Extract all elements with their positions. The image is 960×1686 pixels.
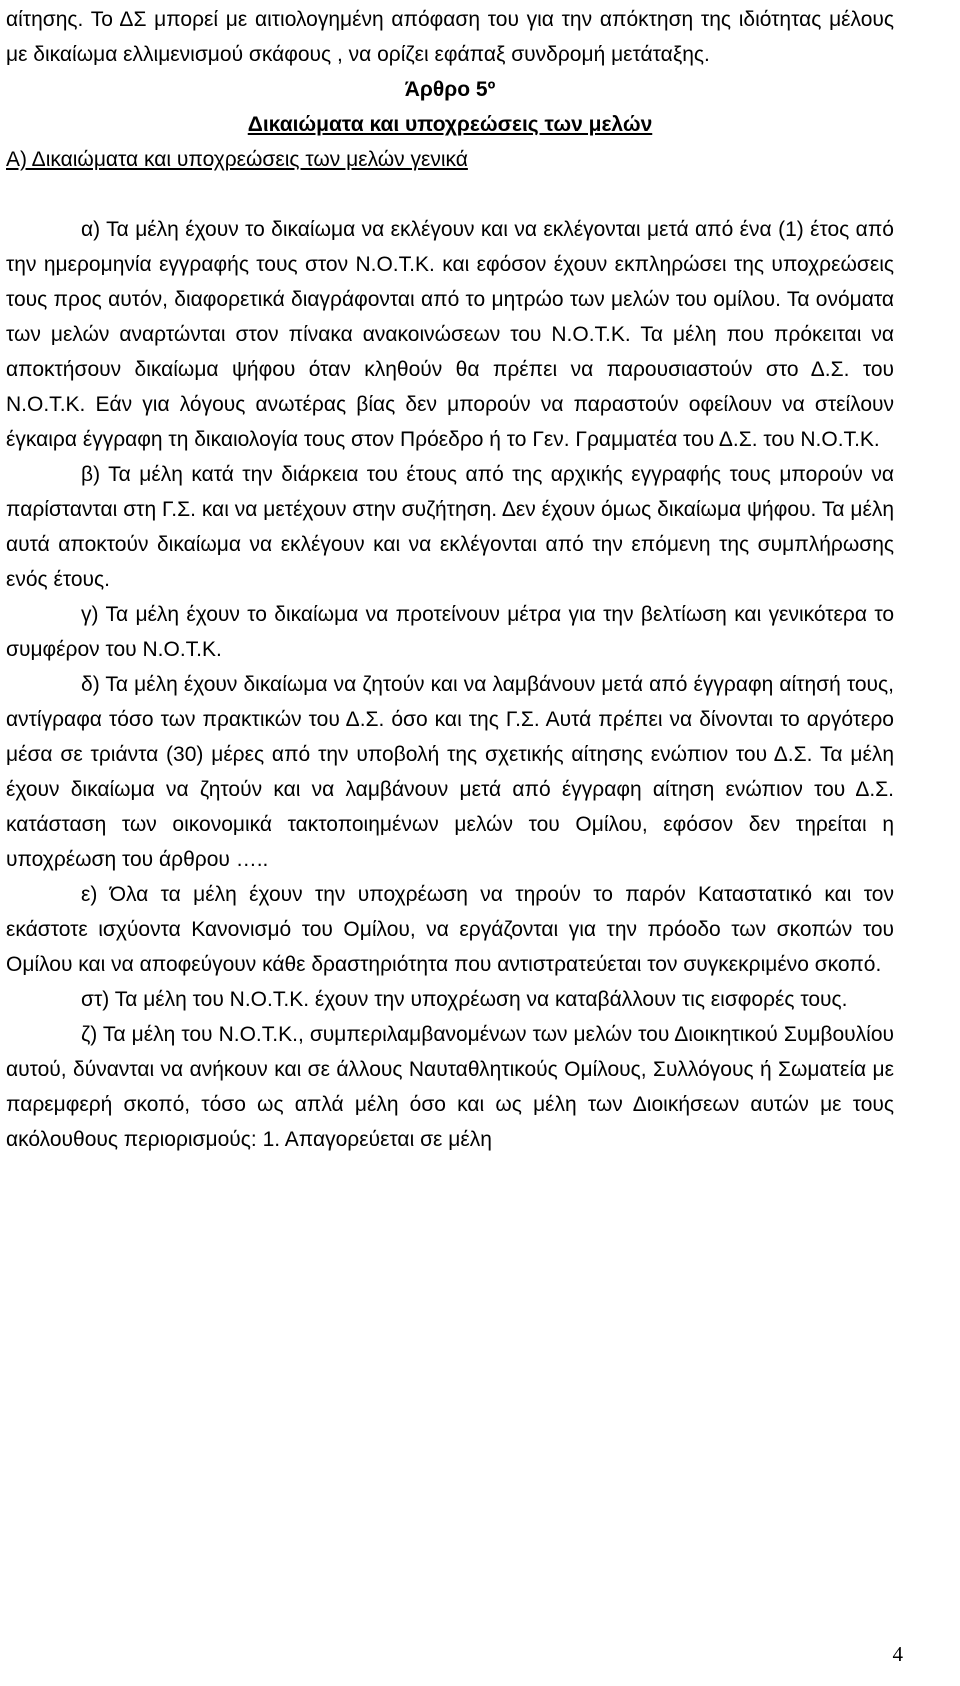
paragraph-d: δ) Τα μέλη έχουν δικαίωμα να ζητούν και να λαμβάνουν μετά από έγγραφη αίτησή τους, αντίγραφα τόσο των πρακτικών του Δ.Σ. όσο και της Γ.Σ. Αυτά πρέπει να δίνονται το αργότερο μέσα σε τριάντα (30) μέρες από την υποβολή της σχετικής αίτησης ενώπιον του Δ.Σ. Τα μέλη έχουν δικαίωμα να ζητούν και να λαμβάνουν μετά από έγγραφη αίτηση ενώπιον του Δ.Σ. κατάσταση των οικονομικά τακτοποιημένων μελών του Ομίλου, εφόσον δεν τηρείται η υποχρέωση του άρθρου …..	[6, 673, 894, 871]
paragraph-b: β) Τα μέλη κατά την διάρκεια του έτους από της αρχικής εγγραφής τους μπορούν να παρίστανται στη Γ.Σ. και να μετέχουν στην συζήτηση. Δεν έχουν όμως δικαίωμα ψήφου. Τα μέλη αυτά αποκτούν δικαίωμα να εκλέγουν και να εκλέγονται από την επόμενη της συμπλήρωσης ενός έτους.	[6, 463, 894, 591]
document-body	[6, 2, 894, 1157]
article-heading: Άρθρο 5º	[404, 78, 496, 101]
section-heading: Α) Δικαιώματα και υποχρεώσεις των μελών γενικά	[6, 148, 468, 171]
paragraph-st: στ) Τα μέλη του Ν.Ο.Τ.Κ. έχουν την υποχρέωση να καταβάλλουν τις εισφορές τους.	[81, 988, 848, 1011]
page-number: 4	[892, 1642, 903, 1666]
intro-paragraph: αίτησης. Το ΔΣ μπορεί με αιτιολογημένη απόφαση του για την απόκτηση της ιδιότητας μέλους με δικαίωμα ελλιμενισμού σκάφους , να ορίζει εφάπαξ συνδρομή μετάταξης.	[6, 8, 894, 66]
paragraph-e: ε) Όλα τα μέλη έχουν την υποχρέωση να τηρούν το παρόν Καταστατικό και τον εκάστοτε ισχύοντα Κανονισμό του Ομίλου, να εργάζονται για την πρόοδο των σκοπών του Ομίλου και να αποφεύγουν κάθε δραστηριότητα που αντιστρατεύεται τον συγκεκριμένο σκοπό.	[6, 883, 894, 976]
paragraph-z: ζ) Τα μέλη του Ν.Ο.Τ.Κ., συμπεριλαμβανομένων των μελών του Διοικητικού Συμβουλίου αυτού, δύνανται να ανήκουν και σε άλλους Ναυταθλητικούς Ομίλους, Συλλόγους ή Σωματεία με παρεμφερή σκοπό, τόσο ως απλά μέλη όσο και ως μέλη των Διοικήσεων αυτών με τους ακόλουθους περιορισμούς: 1. Απαγορεύεται σε μέλη	[6, 1023, 894, 1151]
blank-line	[6, 177, 894, 212]
paragraph-a: α) Τα μέλη έχουν το δικαίωμα να εκλέγουν και να εκλέγονται μετά από ένα (1) έτος από την ημερομηνία εγγραφής τους στον Ν.Ο.Τ.Κ. και εφόσον έχουν εκπληρώσει της υποχρεώσεις τους προς αυτόν, διαφορετικά διαγράφονται από το μητρώο των μελών του ομίλου. Τα ονόματα των μελών αναρτώνται στον πίνακα ανακοινώσεων του Ν.Ο.Τ.Κ. Τα μέλη που πρόκειται να αποκτήσουν δικαίωμα ψήφου όταν κληθούν θα πρέπει να παρουσιαστούν στο Δ.Σ. του Ν.Ο.Τ.Κ. Εάν για λόγους ανωτέρας βίας δεν μπορούν να παραστούν οφείλουν να στείλουν έγκαιρα έγγραφη τη δικαιολογία τους στον Πρόεδρο ή το Γεν. Γραμματέα του Δ.Σ. του Ν.Ο.Τ.Κ.	[6, 218, 894, 451]
paragraph-c: γ) Τα μέλη έχουν το δικαίωμα να προτείνουν μέτρα για την βελτίωση και γενικότερα το συμφέρον του Ν.Ο.Τ.Κ.	[6, 603, 894, 661]
article-subtitle: Δικαιώματα και υποχρεώσεις των μελών	[247, 113, 653, 136]
